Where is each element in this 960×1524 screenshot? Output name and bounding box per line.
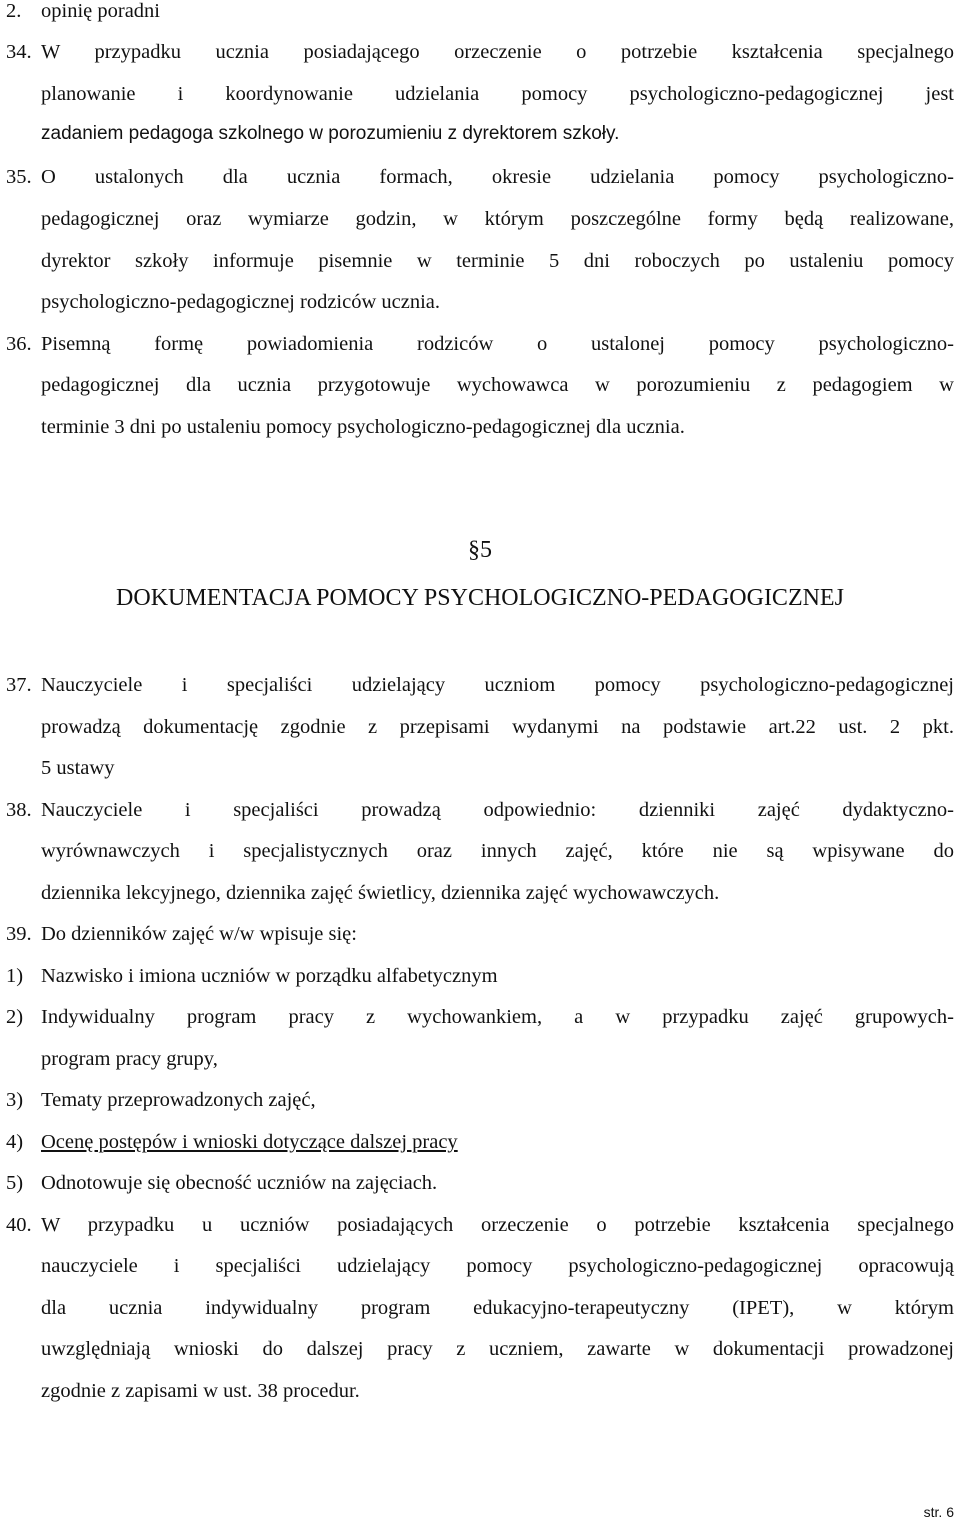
- paragraph-number: 34.: [6, 41, 32, 63]
- paragraph-line: zgodnie z zapisami w ust. 38 procedur.: [41, 1380, 360, 1402]
- paragraph-line: Pisemną formę powiadomienia rodziców o ustalonej pomocy psychologiczno-: [41, 333, 954, 355]
- paragraph-line: prowadzą dokumentację zgodnie z przepisami wydanymi na podstawie art.22 ust. 2 pkt.: [41, 716, 954, 738]
- paragraph-line: Nauczyciele i specjaliści prowadzą odpowiednio: dzienniki zajęć dydaktyczno-: [41, 799, 954, 821]
- paragraph-number: 38.: [6, 799, 32, 821]
- paragraph-line: Nauczyciele i specjaliści udzielający uczniom pomocy psychologiczno-pedagogicznej: [41, 674, 954, 696]
- paragraph-number: 39.: [6, 923, 32, 945]
- paragraph-line: dyrektor szkoły informuje pisemnie w terminie 5 dni roboczych po ustaleniu pomocy: [41, 250, 954, 272]
- paragraph-line: wyrównawczych i specjalistycznych oraz innych zajęć, które nie są wpisywane do: [41, 840, 954, 862]
- paragraph-line: psychologiczno-pedagogicznej rodziców ucznia.: [41, 291, 441, 313]
- paragraph-line: zadaniem pedagoga szkolnego w porozumieniu z dyrektorem szkoły.: [41, 123, 620, 144]
- paragraph-line: Do dzienników zajęć w/w wpisuje się:: [41, 923, 357, 945]
- paragraph-line: dziennika lekcyjnego, dziennika zajęć świetlicy, dziennika zajęć wychowawczych.: [41, 882, 720, 904]
- paragraph-line: uwzględniają wnioski do dalszej pracy z uczniem, zawarte w dokumentacji prowadzonej: [41, 1338, 954, 1360]
- paragraph-line: dla ucznia indywidualny program edukacyjno-terapeutyczny (IPET), w którym: [41, 1297, 954, 1319]
- list-item-number: 5): [6, 1172, 24, 1194]
- item-number: 2.: [6, 0, 22, 22]
- paragraph-line: W przypadku ucznia posiadającego orzeczenie o potrzebie kształcenia specjalnego: [41, 41, 954, 63]
- paragraph-number: 37.: [6, 674, 32, 696]
- page-number: str. 6: [923, 1504, 954, 1520]
- paragraph-line: pedagogicznej oraz wymiarze godzin, w którym poszczególne formy będą realizowane,: [41, 208, 954, 230]
- list-item-number: 1): [6, 965, 24, 987]
- section-title: DOKUMENTACJA POMOCY PSYCHOLOGICZNO-PEDAGOGICZNEJ: [116, 585, 844, 611]
- paragraph-line: nauczyciele i specjaliści udzielający pomocy psychologiczno-pedagogicznej opracowują: [41, 1255, 954, 1277]
- list-item-number: 2): [6, 1006, 24, 1028]
- list-item: Nazwisko i imiona uczniów w porządku alfabetycznym: [41, 965, 498, 987]
- paragraph-line: terminie 3 dni po ustaleniu pomocy psychologiczno-pedagogicznej dla ucznia.: [41, 416, 685, 438]
- list-item: program pracy grupy,: [41, 1048, 218, 1070]
- paragraph-line: W przypadku u uczniów posiadających orzeczenie o potrzebie kształcenia specjalnego: [41, 1214, 954, 1236]
- paragraph-line: 5 ustawy: [41, 757, 115, 779]
- list-item-number: 3): [6, 1089, 24, 1111]
- paragraph-line: pedagogicznej dla ucznia przygotowuje wychowawca w porozumieniu z pedagogiem w: [41, 374, 954, 396]
- list-item-number: 4): [6, 1131, 24, 1153]
- item-text: opinię poradni: [41, 0, 160, 22]
- paragraph-number: 35.: [6, 166, 32, 188]
- section-symbol: §5: [468, 537, 492, 563]
- paragraph-number: 36.: [6, 333, 32, 355]
- paragraph-number: 40.: [6, 1214, 32, 1236]
- paragraph-line: planowanie i koordynowanie udzielania pomocy psychologiczno-pedagogicznej jest: [41, 83, 954, 105]
- list-item: Tematy przeprowadzonych zajęć,: [41, 1089, 316, 1111]
- paragraph-line: O ustalonych dla ucznia formach, okresie udzielania pomocy psychologiczno-: [41, 166, 954, 188]
- list-item: Indywidualny program pracy z wychowankiem, a w przypadku zajęć grupowych-: [41, 1006, 954, 1028]
- list-item: Ocenę postępów i wnioski dotyczące dalszej pracy: [41, 1131, 458, 1153]
- list-item: Odnotowuje się obecność uczniów na zajęciach.: [41, 1172, 438, 1194]
